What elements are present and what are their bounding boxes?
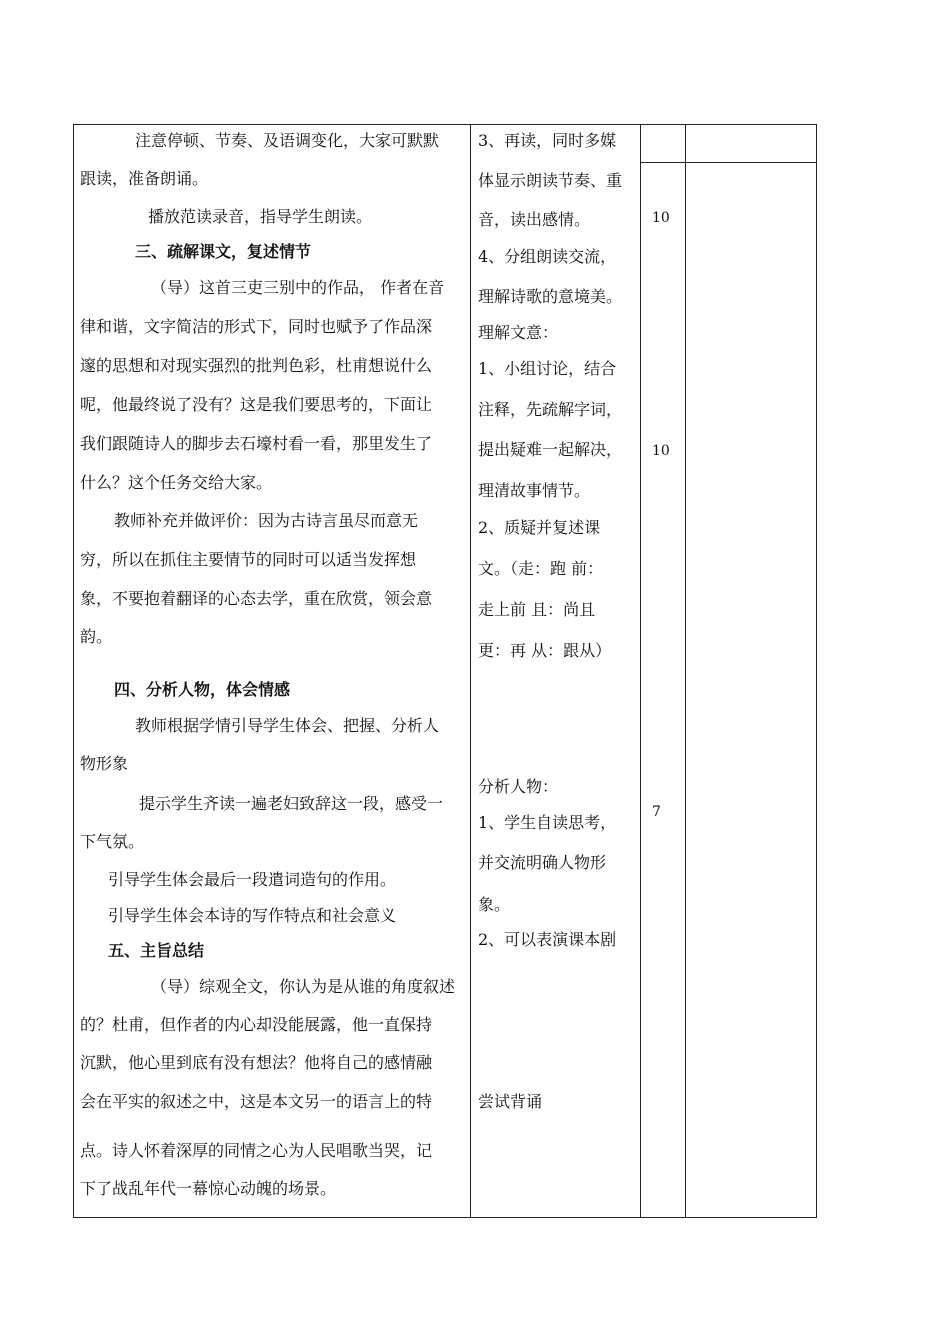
text-line: 我们跟随诗人的脚步去石壕村看一看，那里发生了 bbox=[80, 434, 433, 453]
text-line: 沉默，他心里到底有没有想法？他将自己的感情融 bbox=[80, 1053, 433, 1072]
column-divider-1 bbox=[470, 125, 471, 1217]
text-line: 3、再读，同时多媒 bbox=[478, 131, 617, 150]
text-line: 1、学生自读思考， bbox=[478, 813, 617, 832]
text-line: 引导学生体会本诗的写作特点和社会意义 bbox=[108, 906, 397, 925]
text-line: 象，不要抱着翻译的心态去学，重在欣赏，领会意 bbox=[80, 589, 433, 608]
text-line: 引导学生体会最后一段遣词造句的作用。 bbox=[108, 870, 397, 889]
text-line: 呢，他最终说了没有？这是我们要思考的，下面让 bbox=[80, 395, 433, 414]
section-heading: 五、主旨总结 bbox=[108, 941, 205, 960]
text-line: 注释，先疏解字词， bbox=[478, 400, 623, 419]
column-divider-3 bbox=[685, 125, 686, 1217]
text-line: 理解文意： bbox=[478, 323, 559, 342]
text-line: 点。诗人怀着深厚的同情之心为人民唱歌当哭，记 bbox=[80, 1141, 433, 1160]
text-line: 邃的思想和对现实强烈的批判色彩，杜甫想说什么 bbox=[80, 356, 433, 375]
time-value: 10 bbox=[652, 443, 670, 459]
text-line: 穷，所以在抓住主要情节的同时可以适当发挥想 bbox=[80, 550, 417, 569]
text-line: 分析人物： bbox=[478, 777, 559, 796]
text-line: 体显示朗读节奏、重 bbox=[478, 171, 623, 190]
text-line: 教师根据学情引导学生体会、把握、分析人 bbox=[135, 716, 440, 735]
text-line: 提出疑难一起解决， bbox=[478, 440, 623, 459]
text-line: 走上前 且：尚且 bbox=[478, 600, 596, 619]
text-line: 理清故事情节。 bbox=[478, 481, 591, 500]
section-heading: 四、分析人物，体会情感 bbox=[114, 680, 291, 699]
text-line: 跟读，准备朗诵。 bbox=[80, 169, 209, 188]
text-line: 象。 bbox=[478, 895, 511, 914]
text-line: 1、小组讨论，结合 bbox=[478, 359, 617, 378]
text-line: 注意停顿、节奏、及语调变化，大家可默默 bbox=[135, 131, 440, 150]
text-line: 2、可以表演课本剧 bbox=[478, 930, 617, 949]
text-line: 4、分组朗读交流， bbox=[478, 247, 617, 266]
text-line: 韵。 bbox=[80, 627, 113, 646]
text-line: 什么？这个任务交给大家。 bbox=[80, 473, 273, 492]
time-value: 7 bbox=[652, 804, 661, 820]
text-line: 播放范读录音，指导学生朗读。 bbox=[148, 207, 373, 226]
text-line: 提示学生齐读一遍老妇致辞这一段，感受一 bbox=[139, 794, 444, 813]
text-line: 下气氛。 bbox=[80, 832, 145, 851]
column-divider-2 bbox=[640, 125, 641, 1217]
text-line: （导）这首三吏三别中的作品， 作者在音 bbox=[151, 278, 445, 297]
text-line: （导）综观全文，你认为是从谁的角度叙述 bbox=[151, 977, 456, 996]
text-line: 律和谐，文字简洁的形式下，同时也赋予了作品深 bbox=[80, 317, 433, 336]
text-line: 教师补充并做评价：因为古诗言虽尽而意无 bbox=[114, 511, 419, 530]
text-line: 理解诗歌的意境美。 bbox=[478, 287, 623, 306]
text-line: 尝试背诵 bbox=[478, 1092, 543, 1111]
text-line: 文。（走：跑 前： bbox=[478, 559, 604, 578]
text-line: 并交流明确人物形 bbox=[478, 853, 607, 872]
text-line: 物形象 bbox=[80, 754, 129, 773]
text-line: 会在平实的叙述之中，这是本文另一的语言上的特 bbox=[80, 1092, 433, 1111]
text-line: 音，读出感情。 bbox=[478, 210, 591, 229]
time-value: 10 bbox=[652, 210, 670, 226]
row-divider-top bbox=[640, 162, 817, 163]
text-line: 2、质疑并复述课 bbox=[478, 518, 601, 537]
text-line: 更：再 从：跟从） bbox=[478, 641, 612, 660]
section-heading: 三、疏解课文，复述情节 bbox=[135, 242, 312, 261]
text-line: 下了战乱年代一幕惊心动魄的场景。 bbox=[80, 1179, 337, 1198]
text-line: 的？杜甫，但作者的内心却没能展露，他一直保持 bbox=[80, 1015, 433, 1034]
